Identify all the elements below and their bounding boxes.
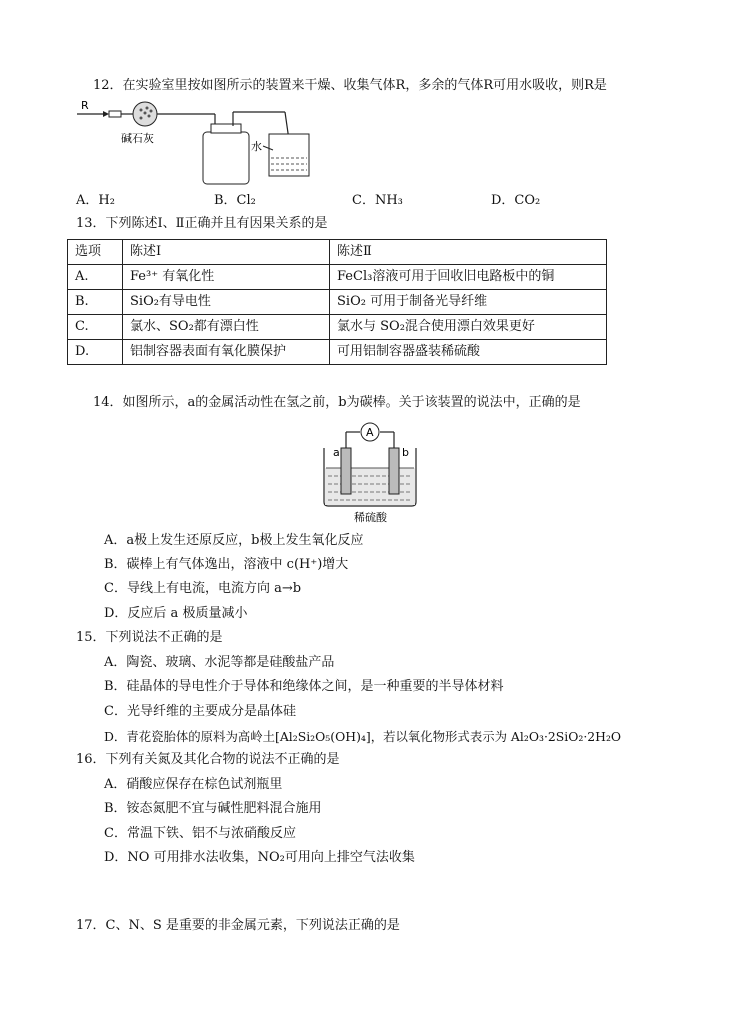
electrode-a (341, 448, 351, 494)
q13-stem: 13．下列陈述Ⅰ、Ⅱ正确并且有因果关系的是 (76, 216, 328, 231)
q12-option-a: A．H₂ (76, 193, 115, 208)
q12-apparatus-figure (75, 98, 315, 188)
header-statement-2: 陈述Ⅱ (330, 240, 607, 265)
table-cell: C. (68, 315, 123, 340)
q15-stem: 15．下列说法不正确的是 (76, 630, 223, 645)
q12-option-c: C．NH₃ (352, 193, 403, 208)
table-cell: FeCl₃溶液可用于回收旧电路板中的铜 (330, 265, 607, 290)
q12-gas-label: R (81, 99, 89, 112)
table-cell: SiO₂有导电性 (123, 290, 330, 315)
table-cell: 氯水与 SO₂混合使用漂白效果更好 (330, 315, 607, 340)
q12-water-label: 水 (251, 140, 262, 153)
q14-option-d: D．反应后 a 极质量减小 (104, 606, 248, 621)
q15-option-a: A．陶瓷、玻璃、水泥等都是硅酸盐产品 (104, 655, 335, 670)
q15-option-c: C．光导纤维的主要成分是晶体硅 (104, 704, 296, 719)
q16-option-a: A．硝酸应保存在棕色试剂瓶里 (104, 777, 283, 792)
q12-option-d: D．CO₂ (491, 193, 541, 208)
q16-option-c: C．常温下铁、铝不与浓硝酸反应 (104, 826, 296, 841)
ammeter-label: A (366, 426, 374, 439)
q13-table (67, 239, 607, 365)
table-cell: 氯水、SO₂都有漂白性 (123, 315, 330, 340)
header-option: 选项 (68, 240, 123, 265)
solution-label: 稀硫酸 (354, 511, 387, 524)
q14-option-a: A．a极上发生还原反应，b极上发生氧化反应 (104, 533, 364, 548)
electrode-b (389, 448, 399, 494)
table-cell: 可用铝制容器盛装稀硫酸 (330, 340, 607, 365)
q15-option-d: D．青花瓷胎体的原料为高岭土[Al₂Si₂O₅(OH)₄]，若以氧化物形式表示为 Al₂O₃·2SiO₂·2H₂O (104, 729, 622, 744)
table-cell: 铝制容器表面有氧化膜保护 (123, 340, 330, 365)
table-cell: SiO₂ 可用于制备光导纤维 (330, 290, 607, 315)
q16-option-b: B．铵态氮肥不宜与碱性肥料混合施用 (104, 801, 322, 816)
table-row (68, 290, 607, 315)
q14-stem: 14．如图所示，a的金属活动性在氢之前，b为碳棒。关于该装置的说法中，正确的是 (93, 395, 581, 410)
header-statement-1: 陈述Ⅰ (123, 240, 330, 265)
q12-stem: 12．在实验室里按如图所示的装置来干燥、收集气体R，多余的气体R可用水吸收，则R是 (93, 78, 607, 93)
table-cell: B. (68, 290, 123, 315)
collecting-bottle (203, 132, 249, 184)
table-cell: A. (68, 265, 123, 290)
q12-drying-agent-label: 碱石灰 (121, 132, 154, 145)
q14-option-c: C．导线上有电流，电流方向 a→b (104, 581, 302, 596)
table-row (68, 340, 607, 365)
q16-stem: 16．下列有关氮及其化合物的说法不正确的是 (76, 752, 340, 767)
q14-galvanic-cell-figure (316, 418, 426, 526)
q16-option-d: D．NO 可用排水法收集，NO₂可用向上排空气法收集 (104, 850, 415, 865)
table-cell: D. (68, 340, 123, 365)
q15-option-b: B．硅晶体的导电性介于导体和绝缘体之间，是一种重要的半导体材料 (104, 679, 504, 694)
table-row (68, 265, 607, 290)
electrode-b-label: b (402, 446, 409, 459)
table-cell: Fe³⁺ 有氧化性 (123, 265, 330, 290)
table-header-row (68, 240, 607, 265)
q17-stem: 17．C、N、S 是重要的非金属元素，下列说法正确的是 (76, 918, 400, 933)
table-row (68, 315, 607, 340)
electrode-a-label: a (333, 446, 340, 459)
q12-option-b: B．Cl₂ (214, 193, 256, 208)
q14-option-b: B．碳棒上有气体逸出，溶液中 c(H⁺)增大 (104, 557, 349, 572)
